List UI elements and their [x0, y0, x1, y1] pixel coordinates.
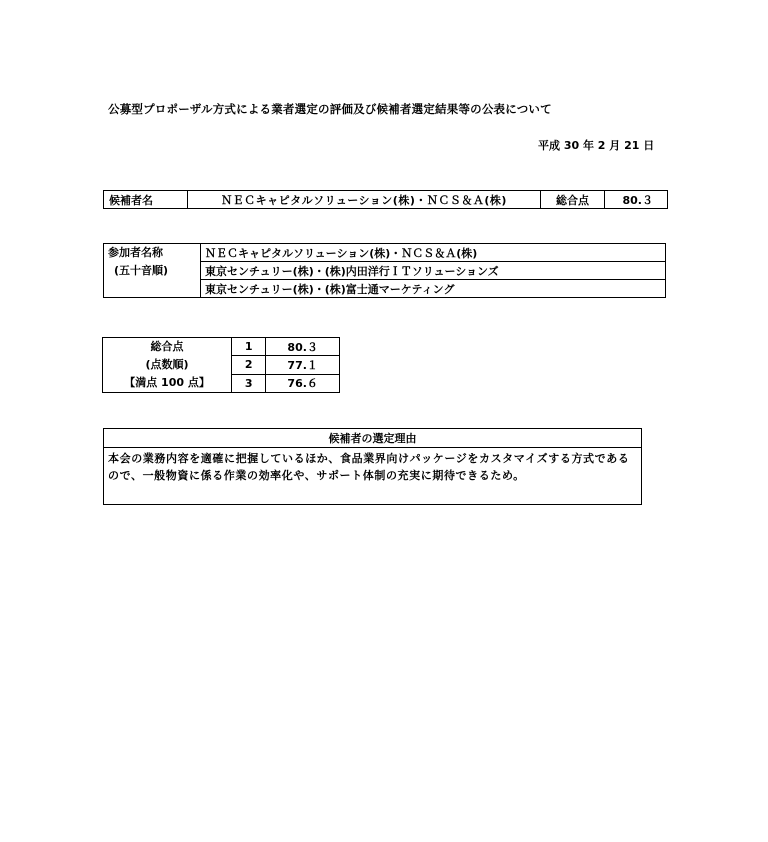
- candidate-name: ＮＥＣキャピタルソリューション(株)・ＮＣＳ＆Ａ(株): [188, 191, 541, 209]
- score-rank: 2: [232, 356, 266, 374]
- score-value: 77.１: [266, 356, 340, 374]
- scores-label: [103, 338, 232, 393]
- score-rank: 3: [232, 374, 266, 392]
- page-title: 公募型プロポーザル方式による業者選定の評価及び候補者選定結果等の公表について: [108, 102, 552, 116]
- reason-heading: 候補者の選定理由: [104, 429, 642, 448]
- participant-item: 東京センチュリー(株)・(株)富士通マーケティング: [201, 280, 666, 298]
- scores-table: [102, 337, 340, 393]
- scores-label-line3: 【満点 100 点】: [124, 376, 210, 389]
- candidate-table: [103, 190, 668, 209]
- participant-item: ＮＥＣキャピタルソリューション(株)・ＮＣＳ＆Ａ(株): [201, 244, 666, 262]
- scores-label-line2: (点数順): [145, 358, 189, 371]
- scores-label-line1: 総合点: [150, 340, 184, 353]
- participants-label-line2: (五十音順): [114, 264, 169, 277]
- reason-text: 本会の業務内容を適確に把握しているほか、食品業界向けパッケージをカスタマイズする方式であるので、一般物資に係る作業の効率化や、サポート体制の充実に期待できるため。: [104, 448, 642, 505]
- candidate-score-label: 総合点: [541, 191, 605, 209]
- score-value: 76.６: [266, 374, 340, 392]
- participants-label: [104, 244, 201, 298]
- participant-item: 東京センチュリー(株)・(株)内田洋行ＩＴソリューションズ: [201, 262, 666, 280]
- date: 平成 30 年 2 月 21 日: [538, 139, 655, 152]
- candidate-score: 80.３: [605, 191, 668, 209]
- participants-table: [103, 243, 666, 298]
- candidate-label: 候補者名: [104, 191, 188, 209]
- reason-table: [103, 428, 642, 505]
- score-value: 80.３: [266, 338, 340, 356]
- participants-label-line1: 参加者名称: [108, 246, 163, 259]
- score-rank: 1: [232, 338, 266, 356]
